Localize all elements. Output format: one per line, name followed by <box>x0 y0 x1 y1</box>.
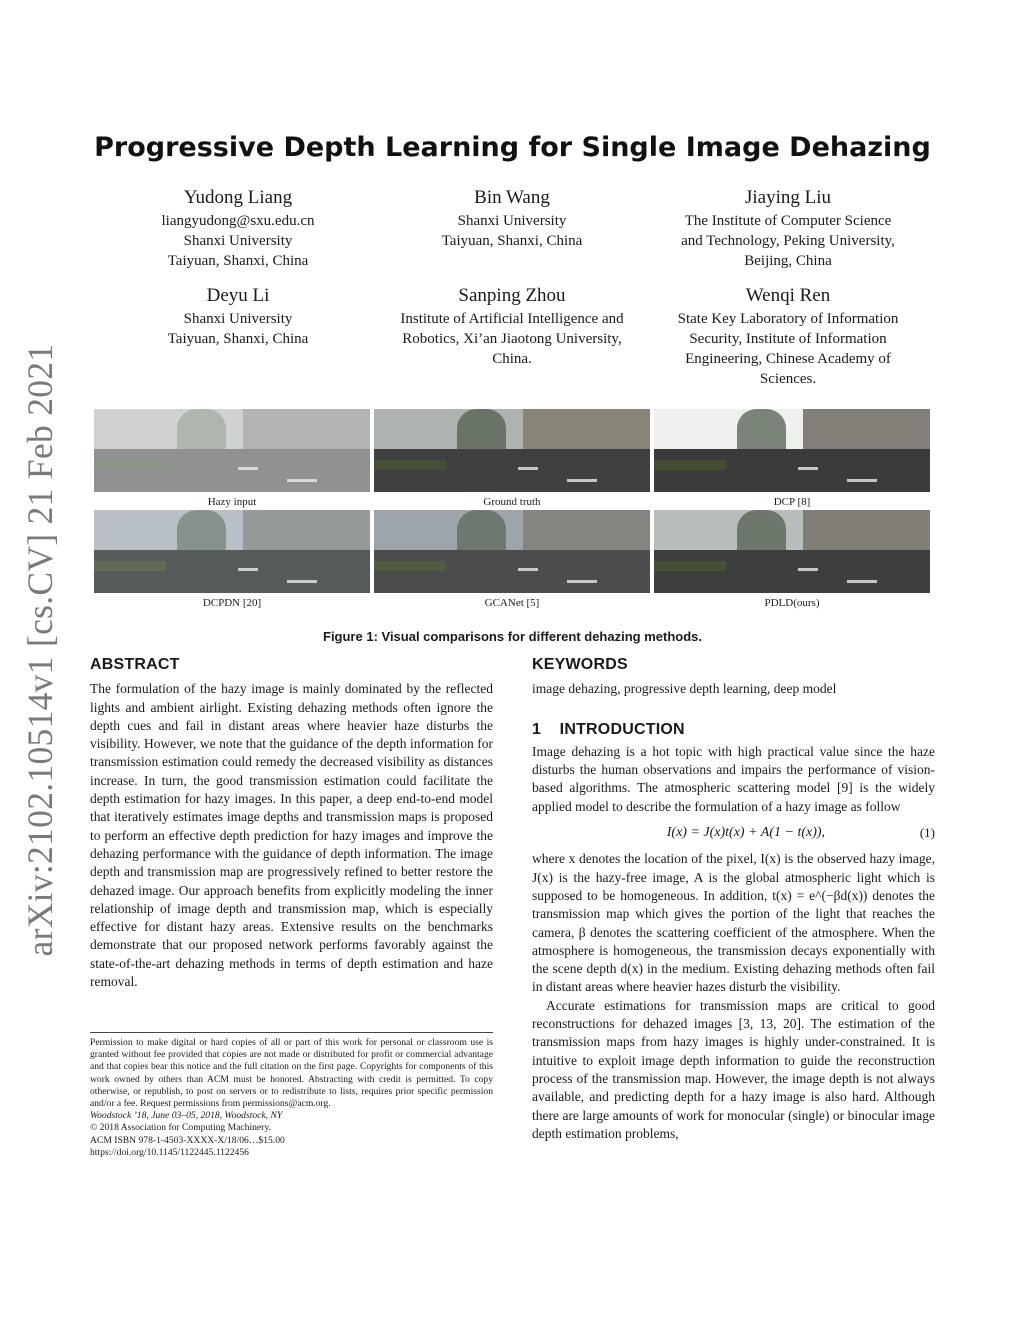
figure-row <box>94 510 930 611</box>
author-location: Beijing, China <box>744 253 832 269</box>
copyright-line: © 2018 Association for Computing Machinery. <box>90 1122 271 1134</box>
arxiv-identifier: arXiv:2102.10514v1 [cs.CV] 21 Feb 2021 <box>20 343 60 957</box>
author-affiliation: State Key Laboratory of Information <box>677 311 899 327</box>
panel-label: DCP [8] <box>773 496 811 508</box>
panel-label: Ground truth <box>483 496 541 508</box>
permission-text: Permission to make digital or hard copies of all or part of this work for personal or classroom use is granted without fee provided that copies are not made or distributed for profit or commercial advantage and that copies bear this notice and the full citation on the first page. Copyrights for components of this work owned by others than ACM must be honored. Abstracting with credit is permitted. To copy otherwise, or republish, to post on servers or to redistribute to lists, requires prior specific permission and/or a fee. Request permissions from permissions@acm.org. <box>90 1037 493 1110</box>
footnote-divider <box>90 1032 493 1033</box>
abstract-text: The formulation of the hazy image is mainly dominated by the reflected lights and ambient airlight. Existing dehazing methods often ignore the depth cues and fail in distant areas where heavier haze disturbs the visibility. However, we note that the guidance of the depth information for transmission estimation could remedy the decreased visibility as distances increase. In turn, the good transmission estimation could facilitate the depth estimation for hazy images. In this paper, a deep end-to-end model that iteratively estimates image depths and transmission maps is proposed to perform an effective depth prediction for hazy images and improve the dehazing performance with the guidance of depth information. The image depth and transmission map are progressively refined to better restore the dehazed image. Our approach benefits from explicitly modeling the inner relationship of image depth and transmission map, which is especially effective for distant hazy areas. Extensive results on the benchmarks demonstrate that our proposed network performs favorably against the state-of-the-art dehazing methods in terms of depth estimation and haze removal. <box>90 681 493 990</box>
author-location: Taiyuan, Shanxi, China <box>441 233 583 249</box>
figure-row <box>94 409 930 510</box>
author-name: Wenqi Ren <box>745 285 831 306</box>
venue-line: Woodstock ’18, June 03–05, 2018, Woodstock, NY <box>90 1110 283 1122</box>
author-block <box>98 284 378 349</box>
left-column <box>90 656 493 991</box>
permission-notice <box>90 1037 493 1159</box>
figure-panel <box>94 510 370 611</box>
intro-paragraph: Image dehazing is a hot topic with high practical value since the haze disturbs the human observations and impairs the performance of vision-based algorithms. The atmospheric scattering model [9] is the widely applied model to describe the formulation of a hazy image as follow <box>532 743 935 814</box>
author-block <box>98 186 378 271</box>
figure-1 <box>94 409 930 611</box>
figure-panel <box>374 510 650 611</box>
street-scene-image <box>374 409 650 492</box>
isbn-line: ACM ISBN 978-1-4503-XXXX-X/18/06…$15.00 <box>90 1134 285 1146</box>
panel-label: GCANet [5] <box>484 597 540 609</box>
author-name: Jiaying Liu <box>744 187 832 208</box>
introduction-heading: 1 INTRODUCTION <box>532 720 685 738</box>
right-column <box>532 656 935 1143</box>
panel-label: Hazy input <box>207 496 257 508</box>
panel-label: PDLD(ours) <box>764 597 820 609</box>
doi-link[interactable]: https://doi.org/10.1145/1122445.1122456 <box>90 1146 249 1158</box>
author-affiliation: Security, Institute of Information <box>689 331 887 347</box>
intro-paragraph: where x denotes the location of the pixel, I(x) is the observed hazy image, J(x) is the hazy-free image, A is the global atmospheric light which is supposed to be homogeneous. In addition, t(x) = e^(−βd(x)) denotes the transmission map which gives the portion of the light that reaches the camera, β denotes the scattering coefficient of the atmosphere. When the atmosphere is homogeneous, the transmission decays exponentially with the scene depth d(x) in the medium. Existing dehazing methods often fail in distant areas where heavier hazes disturb the visibility. <box>532 851 935 995</box>
figure-panel <box>374 409 650 510</box>
author-affiliation: Robotics, Xi’an Jiaotong University, <box>402 331 622 347</box>
street-scene-image <box>654 409 930 492</box>
author-affiliation: Shanxi University <box>183 233 293 249</box>
author-name: Deyu Li <box>206 285 270 306</box>
author-affiliation: Shanxi University <box>183 311 293 327</box>
panel-label: DCPDN [20] <box>202 597 262 609</box>
street-scene-image <box>654 510 930 593</box>
keywords-text: image dehazing, progressive depth learning, deep model <box>532 681 837 697</box>
street-scene-image <box>94 510 370 593</box>
street-scene-image <box>94 409 370 492</box>
equation-number: (1) <box>919 825 935 841</box>
author-block <box>372 284 652 369</box>
author-affiliation: and Technology, Peking University, <box>681 233 895 249</box>
author-block <box>648 186 928 271</box>
author-affiliation: Shanxi University <box>457 213 567 229</box>
figure-panel <box>654 409 930 510</box>
author-block <box>372 186 652 251</box>
keywords-heading: KEYWORDS <box>532 656 628 673</box>
figure-panel <box>94 409 370 510</box>
street-scene-image <box>374 510 650 593</box>
equation-1 <box>532 824 935 842</box>
arxiv-sidebar <box>0 343 80 957</box>
figure-panel <box>654 510 930 611</box>
author-affiliation: Institute of Artificial Intelligence and <box>400 311 624 327</box>
author-name: Yudong Liang <box>183 187 293 208</box>
author-affiliation: Engineering, Chinese Academy of <box>685 351 891 367</box>
author-block <box>648 284 928 389</box>
author-location: Taiyuan, Shanxi, China <box>167 331 309 347</box>
equation-text: I(x) = J(x)t(x) + A(1 − t(x)), <box>666 825 826 841</box>
author-affiliation: Sciences. <box>759 371 817 387</box>
author-name: Bin Wang <box>474 187 550 208</box>
author-email: liangyudong@sxu.edu.cn <box>161 213 315 229</box>
figure-caption: Figure 1: Visual comparisons for different dehazing methods. <box>323 629 702 644</box>
paper-title: Progressive Depth Learning for Single Image Dehazing <box>94 132 931 163</box>
author-name: Sanping Zhou <box>458 285 566 306</box>
abstract-heading: ABSTRACT <box>90 656 180 673</box>
intro-paragraph: Accurate estimations for transmission maps are critical to good reconstructions for dehazed images [3, 13, 20]. The estimation of the transmission maps from hazy images is highly under-constrained. It is intuitive to exploit image depth information to guide the reconstruction process of the transmission map. However, the image depth is not always available, and predicting depth for a hazy image is also hard. Although there are large amounts of work for monocular (single) or binocular image depth estimation problems, <box>532 997 935 1141</box>
author-location: China. <box>492 351 532 367</box>
author-location: Taiyuan, Shanxi, China <box>167 253 309 269</box>
author-affiliation: The Institute of Computer Science <box>684 213 892 229</box>
